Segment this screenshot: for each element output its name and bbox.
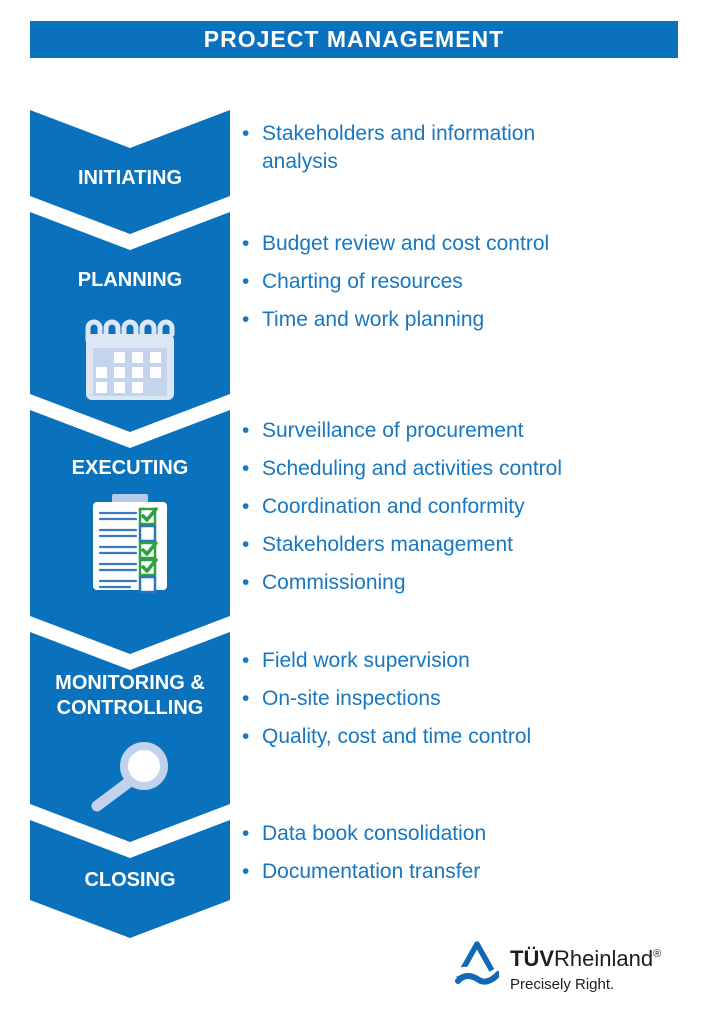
bullet-item: • Charting of resources <box>242 268 682 296</box>
phase-label-planning: PLANNING <box>77 269 183 291</box>
bullet-item: • Stakeholders management <box>242 531 692 559</box>
bullet-item: • Coordination and conformity <box>242 493 692 521</box>
chevron-monitoring <box>30 632 230 842</box>
bullets-executing <box>242 417 692 607</box>
bullet-item: • Field work supervision <box>242 647 682 675</box>
brand-tuv: TÜV <box>510 946 554 971</box>
brand-rheinland: Rheinland <box>554 946 654 971</box>
tuv-triangle-logo-icon <box>455 940 499 988</box>
bullet-item: • Scheduling and activities control <box>242 455 692 483</box>
phase-chevron-column <box>30 110 230 940</box>
tuv-rheinland-logo <box>455 940 661 993</box>
bullets-planning <box>242 230 682 344</box>
phase-label-monitoring-controlling: MONITORING & CONTROLLING <box>55 672 205 719</box>
bullet-item: • Documentation transfer <box>242 858 682 886</box>
bullet-item: • Stakeholders and information analysis <box>242 120 587 176</box>
registered-mark-icon: ® <box>653 948 662 960</box>
header-bar <box>30 21 678 58</box>
phase-label-initiating: INITIATING <box>77 167 183 189</box>
bullet-item: • Quality, cost and time control <box>242 723 682 751</box>
bullets-monitoring-controlling <box>242 647 682 761</box>
phase-label-closing: CLOSING <box>84 869 176 891</box>
bullet-item: • Data book consolidation <box>242 820 682 848</box>
bullet-item: • Surveillance of procurement <box>242 417 692 445</box>
bullet-item: • Commissioning <box>242 569 692 597</box>
bullets-closing <box>242 820 682 896</box>
page-title: PROJECT MANAGEMENT <box>203 26 505 52</box>
phase-label-executing: EXECUTING <box>71 457 189 479</box>
logo-text-block <box>510 940 661 993</box>
bullets-initiating <box>242 120 587 186</box>
brand-name <box>510 946 661 972</box>
bullet-item: • Time and work planning <box>242 306 682 334</box>
checklist-icon <box>93 494 167 592</box>
bullet-item: • Budget review and cost control <box>242 230 682 258</box>
bullet-item: • On-site inspections <box>242 685 682 713</box>
brand-tagline: Precisely Right. <box>510 976 615 993</box>
